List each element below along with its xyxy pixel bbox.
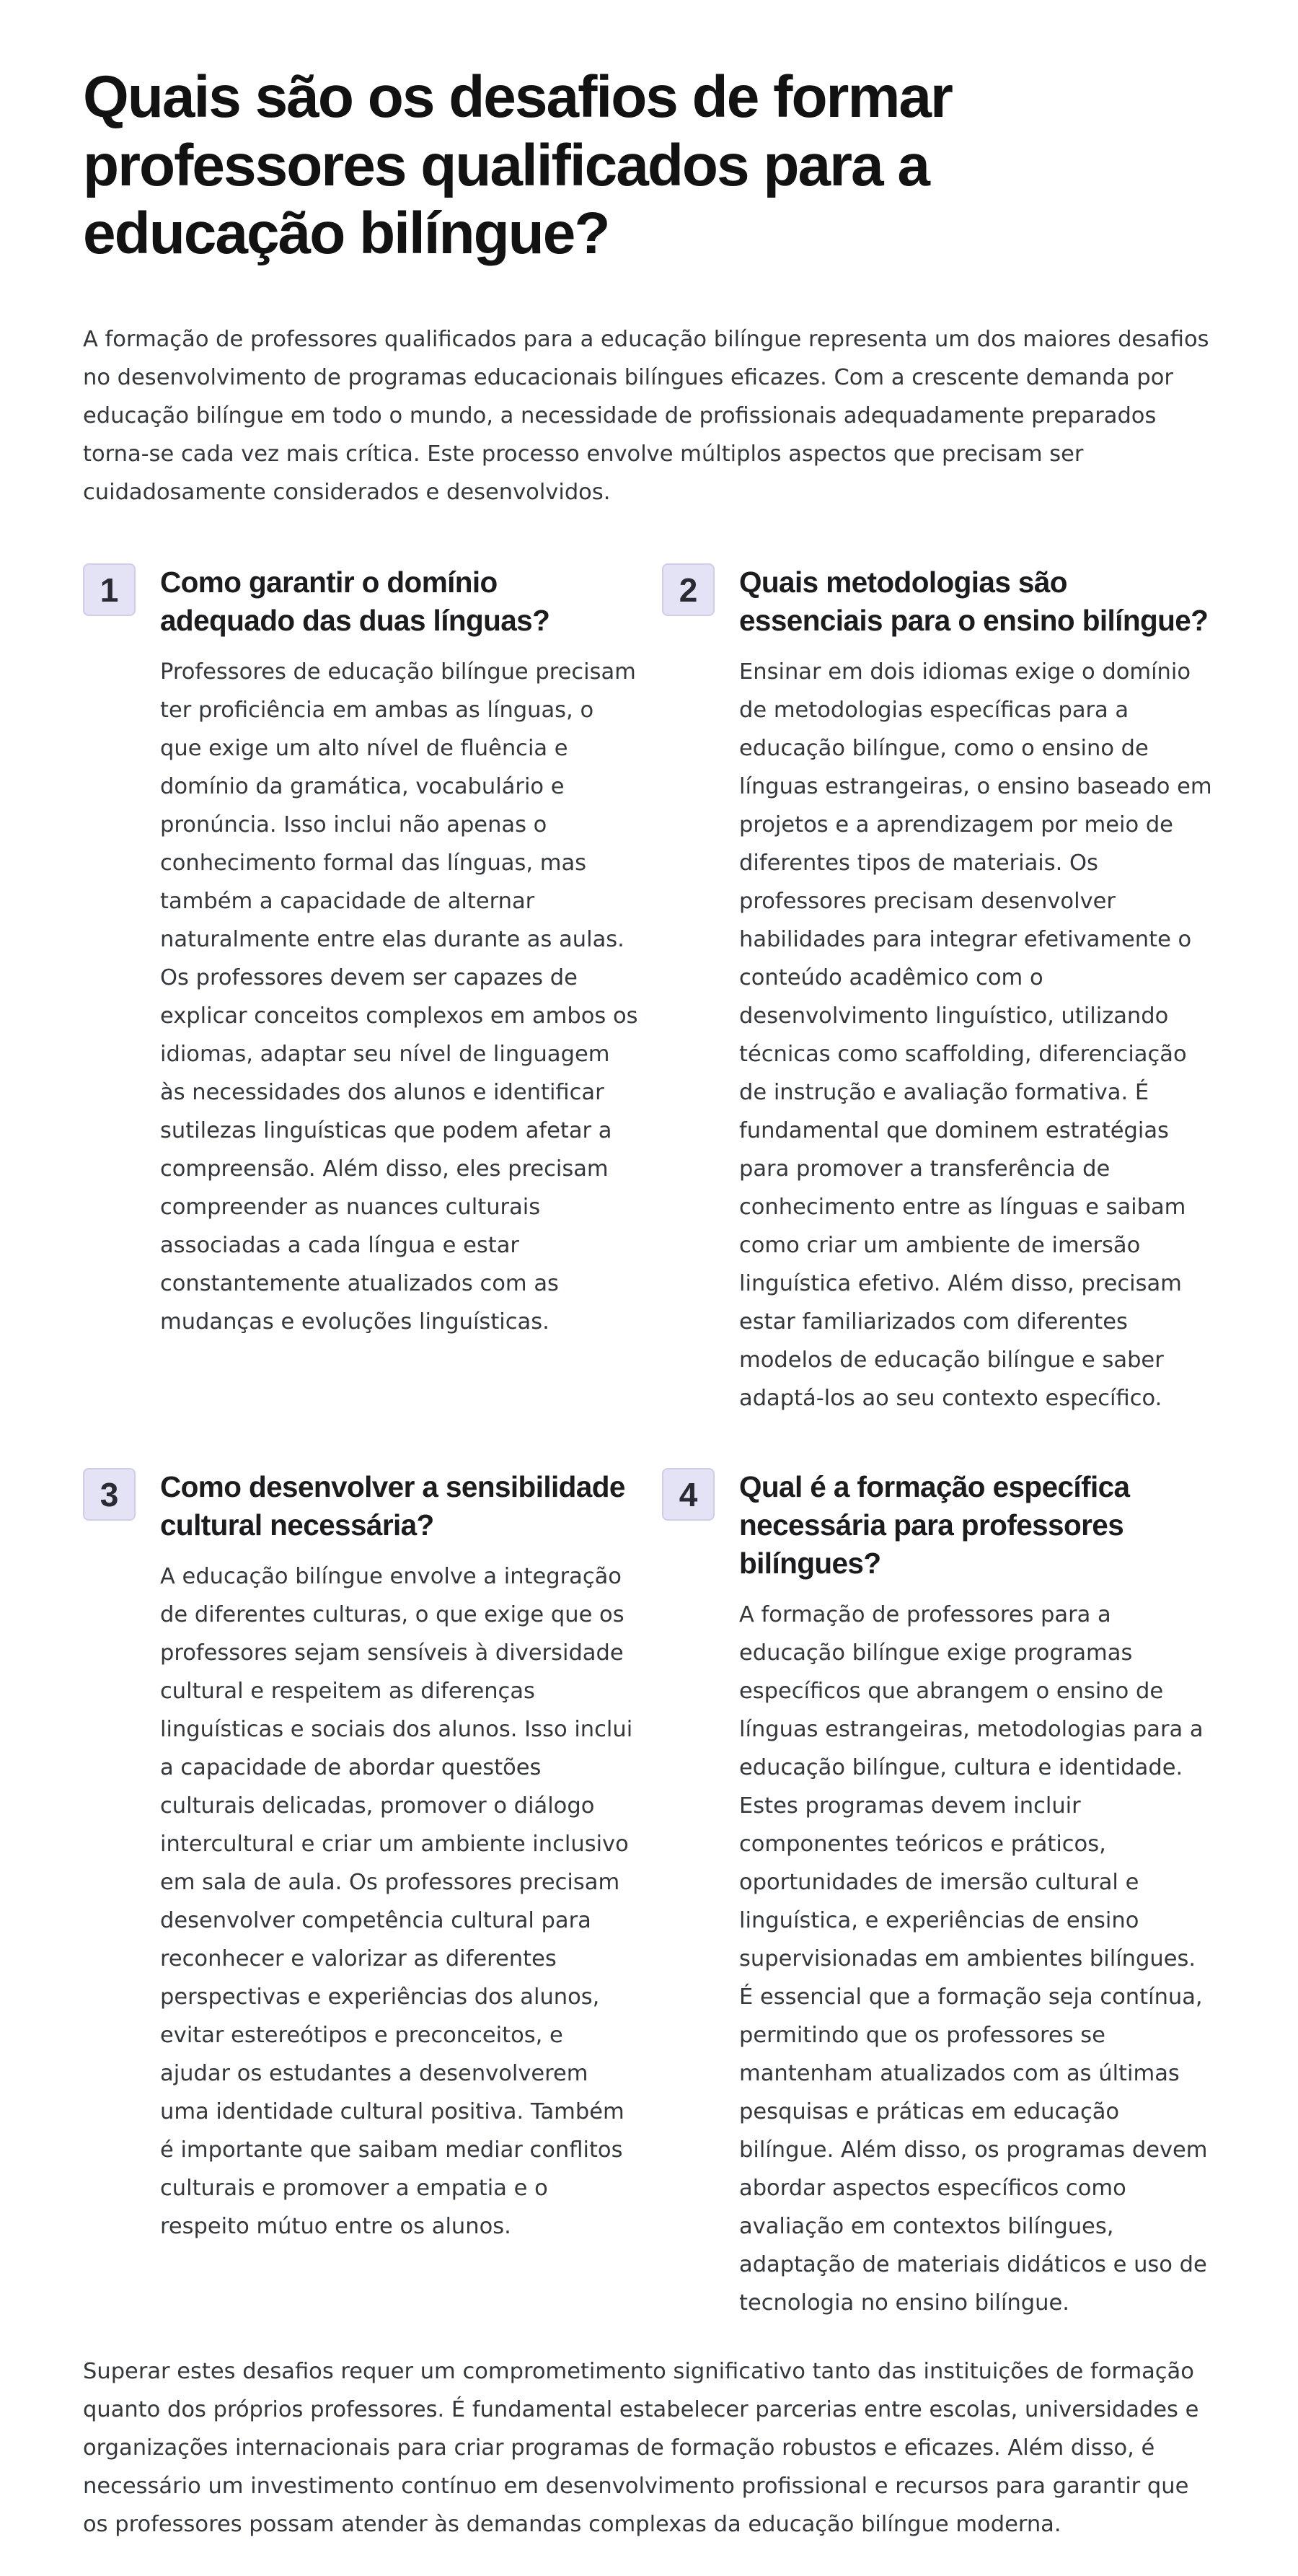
challenge-title: Como desenvolver a sensibilidade cultural necessária? [160,1470,625,1542]
challenge-content [160,1468,639,2246]
challenge-text: A formação de professores para a educação bilíngue exige programas específicos que abrangem o ensino de línguas estrangeiras, metodologias para a educação bilíngue, cultura e identidade. Estes programas devem incluir componentes teóricos e práticos, oportunidades de imersão cultural e linguística, e experiências de ensino supervisionadas em ambientes bilíngues. É essencial que a formação seja contínua, permitindo que os professores se mantenham atualizados com as últimas pesquisas e práticas em educação bilíngue. Além disso, os programas devem abordar aspectos específicos como avaliação em contextos bilíngues, adaptação de materiais didáticos e uso de tecnologia no ensino bilíngue. [739,1602,1208,2316]
number-badge: 2 [662,563,715,616]
challenge-text: Ensinar em dois idiomas exige o domínio de metodologias específicas para a educação bilíngue, como o ensino de línguas estrangeiras, o ensino baseado em projetos e a aprendizagem por meio de diferentes tipos de materiais. Os professores precisam desenvolver habilidades para integrar efetivamente o conteúdo acadêmico com o desenvolvimento linguístico, utilizando técnicas como scaffolding, diferenciação de instrução e avaliação formativa. É fundamental que dominem estratégias para promover a transferência de conhecimento entre as línguas e saibam como criar um ambiente de imersão linguística efetivo. Além disso, precisam estar familiarizados com diferentes modelos de educação bilíngue e saber adaptá-los ao seu contexto específico. [739,659,1212,1412]
challenge-title: Qual é a formação específica necessária para professores bilíngues? [739,1470,1130,1581]
challenges-grid [83,563,1215,2322]
challenge-text: Professores de educação bilíngue precisam ter proficiência em ambas as línguas, o que exige um alto nível de fluência e domínio da gramática, vocabulário e pronúncia. Isso inclui não apenas o conhecimento formal das línguas, mas também a capacidade de alternar naturalmente entre elas durante as aulas. Os professores devem ser capazes de explicar conceitos complexos em ambos os idiomas, adaptar seu nível de linguagem às necessidades dos alunos e identificar sutilezas linguísticas que podem afetar a compreensão. Além disso, eles precisam compreender as nuances culturais associadas a cada língua e estar constantemente atualizados com as mudanças e evoluções linguísticas. [160,659,638,1335]
number-badge: 3 [83,1468,136,1521]
challenge-item-2 [662,563,1215,1417]
challenge-item-1 [83,563,662,1417]
challenge-item-4 [662,1468,1215,2322]
challenge-content [160,563,639,1341]
number-badge: 1 [83,563,136,616]
conclusion-paragraph: Superar estes desafios requer um comprometimento significativo tanto das instituições de formação quanto dos próprios professores. É fundamental estabelecer parcerias entre escolas, universidades e organizações internacionais para criar programas de formação robustos e eficazes. Além disso, é necessário um investimento contínuo em desenvolvimento profissional e recursos para garantir que os professores possam atender às demandas complexas da educação bilíngue moderna. [83,2359,1199,2538]
challenge-title: Como garantir o domínio adequado das duas línguas? [160,566,550,638]
challenge-item-3 [83,1468,662,2322]
challenge-title: Quais metodologias são essenciais para o ensino bilíngue? [739,566,1209,638]
number-badge: 4 [662,1468,715,1521]
challenge-text: A educação bilíngue envolve a integração de diferentes culturas, o que exige que os professores sejam sensíveis à diversidade cultural e respeitem as diferenças linguísticas e sociais dos alunos. Isso inclui a capacidade de abordar questões culturais delicadas, promover o diálogo intercultural e criar um ambiente inclusivo em sala de aula. Os professores precisam desenvolver competência cultural para reconhecer e valorizar as diferentes perspectivas e experiências dos alunos, evitar estereótipos e preconceitos, e ajudar os estudantes a desenvolverem uma identidade cultural positiva. Também é importante que saibam mediar conflitos culturais e promover a empatia e o respeito mútuo entre os alunos. [160,1564,633,2240]
page-title: Quais são os desafios de formar professores qualificados para a educação bilíngue? [83,64,952,267]
challenge-content [739,1468,1215,2322]
challenge-content [739,563,1215,1417]
intro-paragraph: A formação de professores qualificados para a educação bilíngue representa um dos maiores desafios no desenvolvimento de programas educacionais bilíngues eficazes. Com a crescente demanda por educação bilíngue em todo o mundo, a necessidade de profissionais adequadamente preparados torna-se cada vez mais crítica. Este processo envolve múltiplos aspectos que precisam ser cuidadosamente considerados e desenvolvidos. [83,327,1209,506]
